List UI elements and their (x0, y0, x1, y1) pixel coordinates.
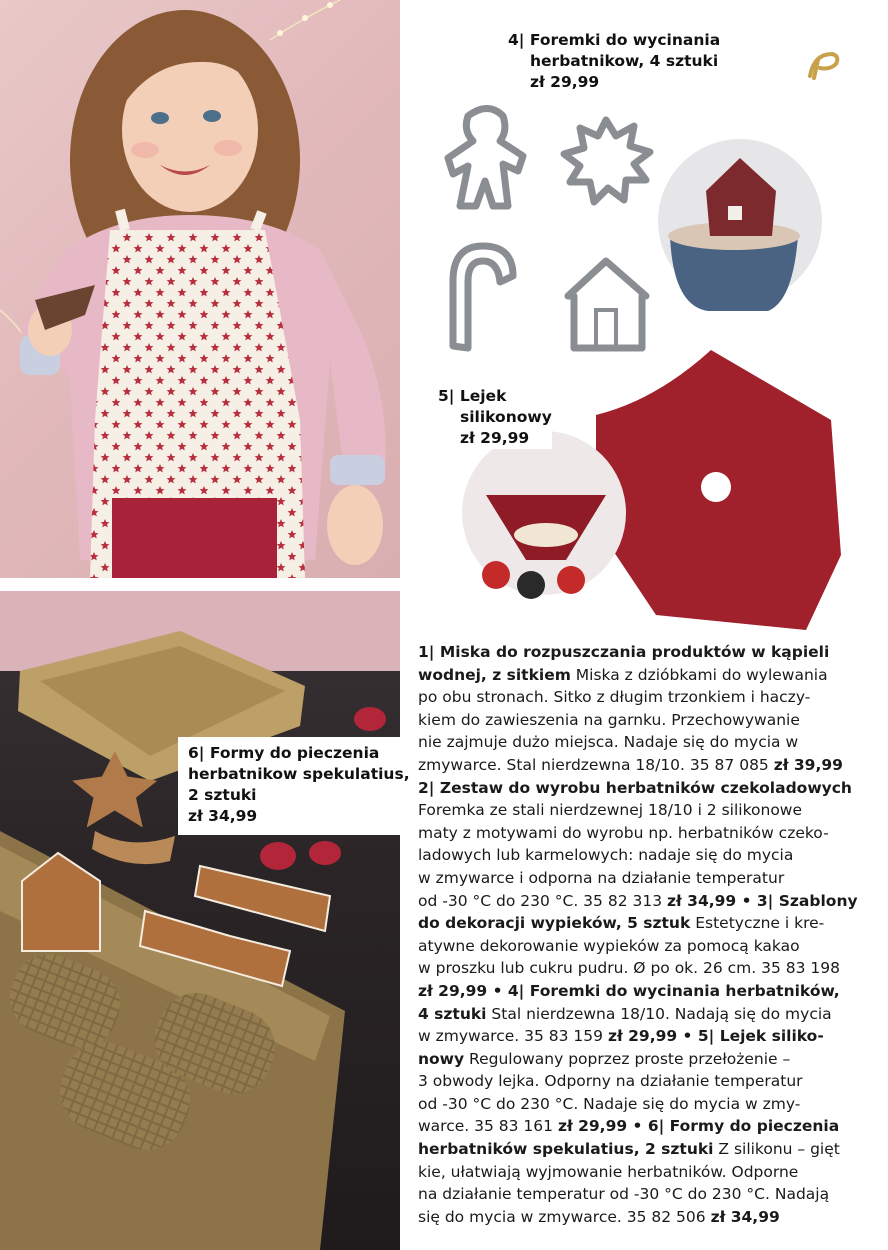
description-bold-segment: zł 29,99 • 4| Foremki do wycinania herbatników, (418, 981, 840, 1000)
description-bold-segment: herbatników spekulatius, 2 sztuki (418, 1140, 714, 1159)
description-bold-segment: nowy (418, 1049, 465, 1068)
description-line (418, 1115, 858, 1138)
description-line (418, 1003, 858, 1026)
description-segment: Miska z dzióbkami do wylewania (570, 665, 828, 684)
description-segment: 3 obwody lejka. Odporny na działanie temperatur (418, 1072, 803, 1091)
description-segment: kie, ułatwiają wyjmowanie herbatników. Odporne (418, 1162, 799, 1181)
description-segment: ladowych lub karmelowych: nadaje się do mycia (418, 846, 794, 865)
description-line (418, 641, 858, 664)
description-segment: kiem do zawieszenia na garnku. Przechowywanie (418, 710, 800, 729)
description-bold-segment: zł 29,99 • 6| Formy do pieczenia (557, 1117, 840, 1136)
description-line (418, 935, 858, 958)
description-line (418, 1206, 858, 1229)
description-line (418, 980, 858, 1003)
photo-baking-moulds (0, 591, 400, 1250)
description-bold-segment: wodnej, z sitkiem (418, 665, 571, 684)
description-line (418, 1161, 858, 1184)
description-bold-segment: zł 34,99 • 3| Szablony (667, 891, 858, 910)
description-line (418, 1070, 858, 1093)
product-6-line-1: 6| Formy do pieczenia (188, 744, 380, 762)
product-5-line-2: silikonowy (460, 408, 552, 426)
description-line (418, 912, 858, 935)
description-segment: na działanie temperatur od -30 °C do 230 °C. Nadają (418, 1185, 830, 1204)
description-bold-segment: zł 29,99 • 5| Lejek siliko- (607, 1027, 824, 1046)
product-label-6 (178, 737, 408, 835)
description-line (418, 1025, 858, 1048)
description-bold-segment: do dekoracji wypieków, 5 sztuk (418, 914, 691, 933)
photo-child-apron (0, 0, 400, 578)
description-segment: Regulowany poprzez proste przełożenie – (464, 1049, 791, 1068)
product-5-line-1: 5| Lejek (438, 387, 507, 405)
description-line (418, 686, 858, 709)
description-line (418, 799, 858, 822)
description-line (418, 822, 858, 845)
description-segment: od -30 °C do 230 °C. Nadaje się do mycia w zmy- (418, 1094, 801, 1113)
child-apron-illustration (0, 0, 400, 578)
product-6-line-2: herbatnikow spekulatius, (188, 765, 410, 783)
description-line (418, 709, 858, 732)
description-line (418, 1138, 858, 1161)
description-line (418, 1048, 858, 1071)
product-description-text (418, 641, 858, 1228)
product-5-price: zł 29,99 (460, 429, 530, 447)
description-segment: się do mycia w zmywarce. 35 82 506 (418, 1207, 711, 1226)
description-segment: Stal nierdzewna 18/10. Nadają się do mycia (486, 1004, 832, 1023)
description-segment: Z silikonu – gięt (713, 1140, 840, 1159)
cookie-cutters-image (438, 96, 830, 366)
description-line (418, 844, 858, 867)
description-segment: Estetyczne i kre- (690, 914, 825, 933)
description-line (418, 890, 858, 913)
product-label-4 (508, 30, 720, 93)
description-line (418, 664, 858, 687)
description-segment: atywne dekorowanie wypieków za pomocą kakao (418, 936, 800, 955)
description-segment: w proszku lub cukru pudru. Ø po ok. 26 cm. 35 83 198 (418, 959, 841, 978)
description-line (418, 867, 858, 890)
description-bold-segment: zł 39,99 (773, 755, 843, 774)
description-bold-segment: 4 sztuki (418, 1004, 487, 1023)
product-label-5 (438, 386, 552, 449)
description-segment: maty z motywami do wyrobu np. herbatników czeko- (418, 823, 829, 842)
description-segment: od -30 °C do 230 °C. 35 82 313 (418, 891, 667, 910)
description-segment: zmywarce. Stal nierdzewna 18/10. 35 87 085 (418, 755, 774, 774)
description-line (418, 1183, 858, 1206)
description-segment: po obu stronach. Sitko z długim trzonkiem i haczy- (418, 688, 811, 707)
moulds-illustration (0, 591, 400, 1250)
description-bold-segment: 1| Miska do rozpuszczania produktów w kąpieli (418, 643, 830, 661)
description-segment: Foremka ze stali nierdzewnej 18/10 i 2 silikonowe (418, 801, 803, 820)
product-6-price: zł 34,99 (188, 807, 258, 825)
description-segment: w zmywarce. 35 83 159 (418, 1027, 608, 1046)
description-line (418, 957, 858, 980)
product-4-line-2: herbatnikow, 4 sztuki (530, 52, 719, 70)
product-4-line-1: 4| Foremki do wycinania (508, 31, 721, 49)
description-segment: warce. 35 83 161 (418, 1117, 558, 1136)
description-bold-segment: 2| Zestaw do wyrobu herbatników czekoladowych (418, 778, 852, 797)
description-line (418, 1093, 858, 1116)
description-segment: nie zajmuje dużo miejsca. Nadaje się do mycia w (418, 733, 799, 752)
brand-logo-icon (804, 48, 842, 82)
description-bold-segment: zł 34,99 (710, 1207, 780, 1226)
description-line (418, 731, 858, 754)
product-4-price: zł 29,99 (530, 73, 600, 91)
description-segment: w zmywarce i odporna na działanie temperatur (418, 868, 785, 887)
product-6-line-3: 2 sztuki (188, 786, 257, 804)
description-line (418, 777, 858, 800)
description-line (418, 754, 858, 777)
